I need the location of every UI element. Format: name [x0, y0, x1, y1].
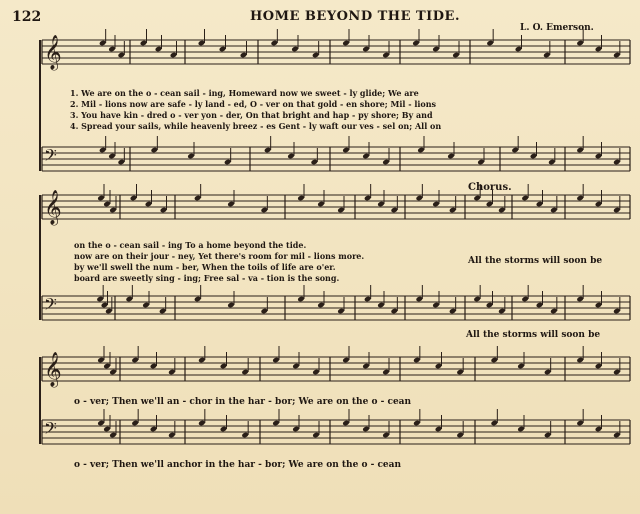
- bass-clef-icon: 𝄢: [44, 294, 57, 318]
- chorus-bass-text: All the storms will soon be: [466, 330, 601, 340]
- treble-clef-icon: 𝄞: [44, 190, 62, 225]
- verse-4-line-2: board are sweetly sing - ing; Free sal - va - tion is the song.: [74, 273, 340, 283]
- system-3-bass-lyric: o - ver; Then we'll anchor in the har - bor; We are on the o - cean: [74, 460, 402, 470]
- verse-2-line-1: 2. Mil - lions now are safe - ly land - ed, O - ver on that gold - en shore; Mil - lions: [70, 99, 437, 109]
- bass-clef-icon: 𝄢: [44, 145, 57, 169]
- system-3-treble-lyric: o - ver; Then we'll an - chor in the har - bor; We are on the o - cean: [74, 397, 412, 407]
- treble-clef-icon: 𝄞: [44, 35, 62, 70]
- verse-3-line-1: 3. You have kin - dred o - ver yon - der, On that bright and hap - py shore; By and: [70, 110, 433, 120]
- treble-clef-icon: 𝄞: [44, 352, 62, 387]
- hymn-title: HOME BEYOND THE TIDE.: [250, 9, 460, 24]
- bass-clef-icon: 𝄢: [44, 418, 57, 442]
- chorus-label: Chorus.: [468, 182, 512, 193]
- chorus-treble-text: All the storms will soon be: [468, 256, 603, 266]
- page-number: 122: [12, 9, 42, 25]
- verse-3-line-2: by we'll swell the num - ber, When the toils of life are o'er.: [74, 262, 336, 272]
- composer-credit: L. O. Emerson.: [520, 23, 594, 33]
- verse-1-line-2: on the o - cean sail - ing To a home beyond the tide.: [74, 240, 307, 250]
- verse-2-line-2: now are on their jour - ney, Yet there's room for mil - lions more.: [74, 251, 365, 261]
- verse-1-line-1: 1. We are on the o - cean sail - ing, Homeward now we sweet - ly glide; We are: [70, 88, 419, 98]
- verse-4-line-1: 4. Spread your sails, while heavenly breez - es Gent - ly waft our ves - sel on; All on: [70, 121, 442, 131]
